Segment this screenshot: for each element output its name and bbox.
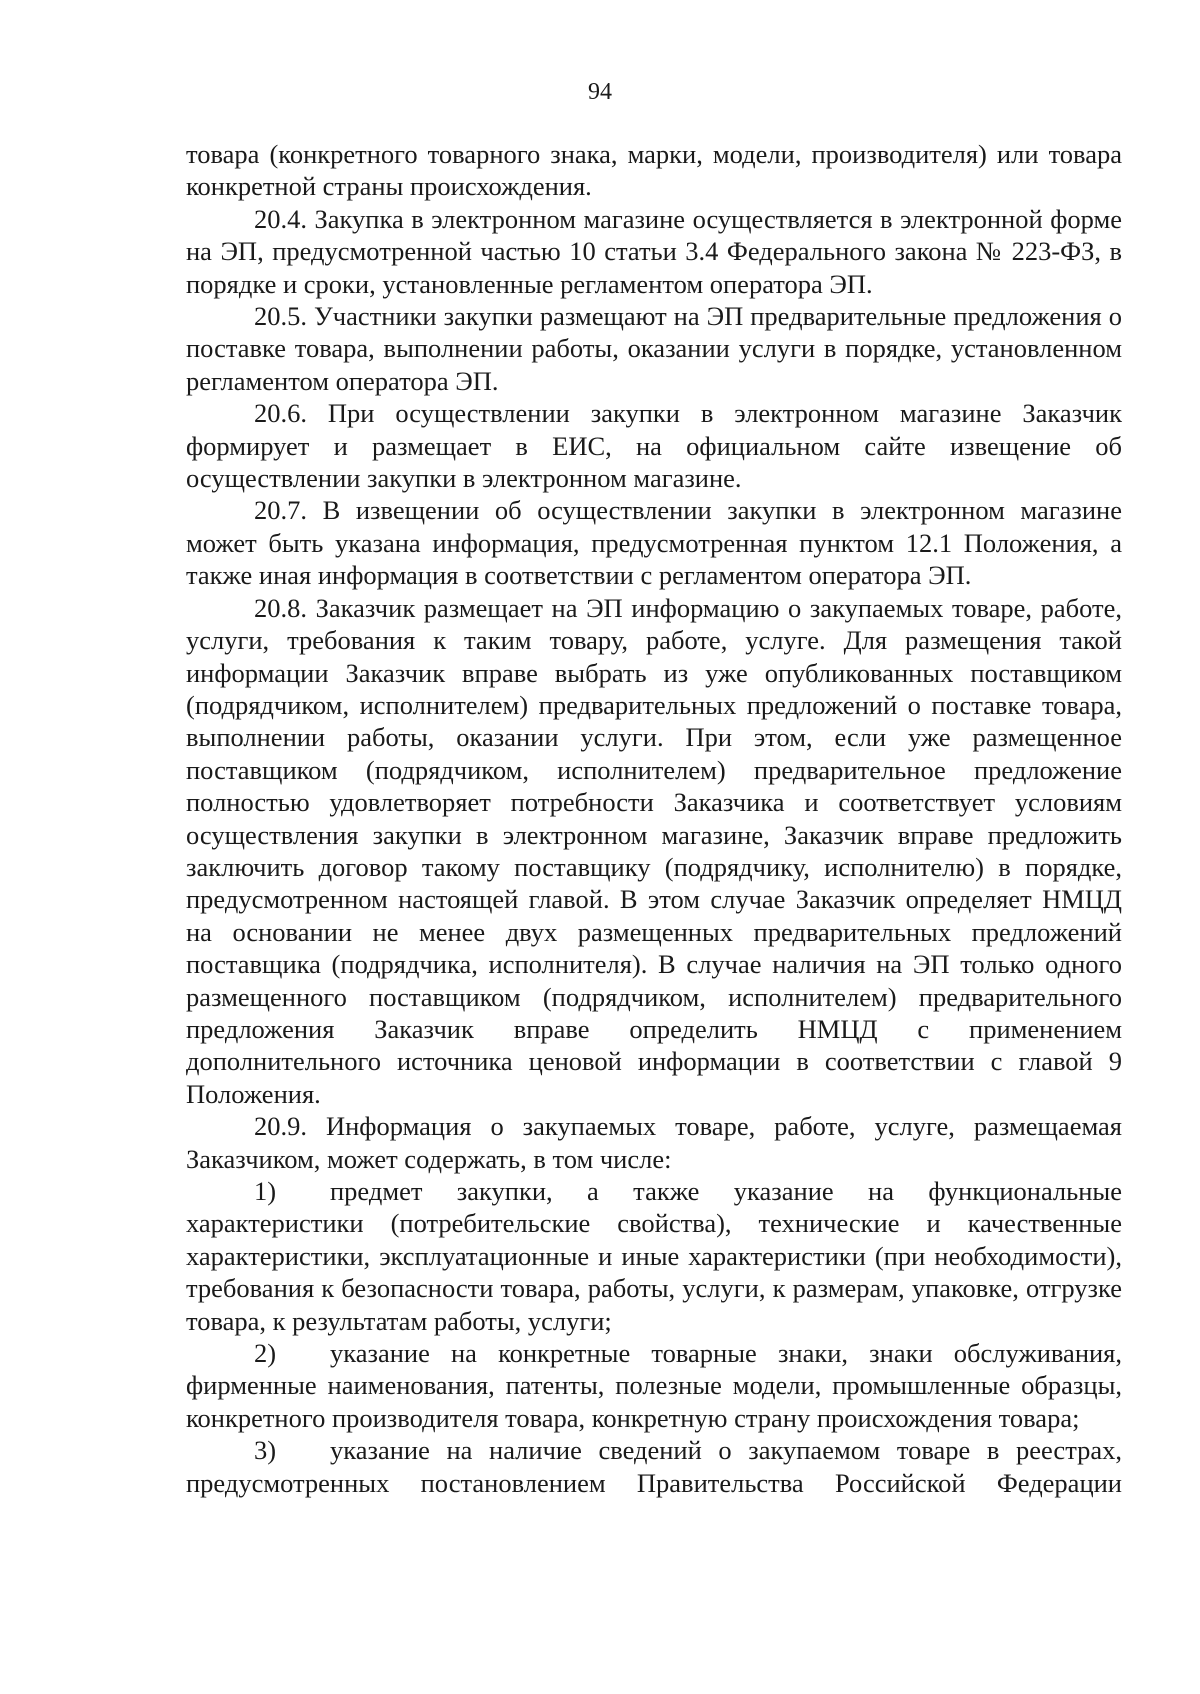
paragraph-20-7: 20.7. В извещении об осуществлении закупки в электронном магазине может быть указана информация, предусмотренная пунктом 12.1 Положения, а также иная информация в соответствии с регламентом оператора ЭП. bbox=[186, 495, 1122, 591]
list-item-number: 1) bbox=[254, 1176, 277, 1206]
list-item-text: предмет закупки, а также указание на функциональные характеристики (потребительские свойства), технические и качественные характеристики, эксплуатационные и иные характеристики (при необходимости), требования к безопасности товара, работы, услуги, к размерам, упаковке, отгрузке товара, к результатам работы, услуги; bbox=[186, 1176, 1122, 1336]
paragraph-20-6: 20.6. При осуществлении закупки в электронном магазине Заказчик формирует и размещает в ЕИС, на официальном сайте извещение об осуществлении закупки в электронном магазине. bbox=[186, 398, 1122, 494]
list-item-number: 3) bbox=[254, 1435, 277, 1466]
paragraph-20-8: 20.8. Заказчик размещает на ЭП информацию о закупаемых товаре, работе, услуги, требования к таким товару, работе, услуге. Для размещения такой информации Заказчик вправе выбрать из уже опубликованных поставщиком (подрядчиком, исполнителем) предварительных предложений о поставке товара, выполнении работы, оказании услуги. При этом, если уже размещенное поставщиком (подрядчиком, исполнителем) предварительное предложение полностью удовлетворяет потребности Заказчика и соответствует условиям осуществления закупки в электронном магазине, Заказчик вправе предложить заключить договор такому поставщику (подрядчику, исполнителю) в порядке, предусмотренном настоящей главой. В этом случае Заказчик определяет НМЦД на основании не менее двух размещенных предварительных предложений поставщика (подрядчика, исполнителя). В случае наличия на ЭП только одного размещенного поставщиком (подрядчиком, исполнителем) предварительного предложения Заказчик вправе определить НМЦД с применением дополнительного источника ценовой информации в соответствии с главой 9 Положения. bbox=[186, 592, 1122, 1109]
list-item-number: 2) bbox=[254, 1338, 277, 1369]
list-item bbox=[186, 1337, 1122, 1434]
paragraph-20-9: 20.9. Информация о закупаемых товаре, работе, услуге, размещаемая Заказчиком, может содержать, в том числе: bbox=[186, 1111, 1122, 1174]
list-item bbox=[186, 1434, 1122, 1499]
paragraph-20-5: 20.5. Участники закупки размещают на ЭП предварительные предложения о поставке товара, выполнении работы, оказании услуги в порядке, установленном регламентом оператора ЭП. bbox=[186, 301, 1122, 396]
list-item-text: указание на наличие сведений о закупаемом товаре в реестрах, предусмотренных постановлением Правительства Российской Федерации bbox=[186, 1435, 1122, 1498]
paragraph-continuation: товара (конкретного товарного знака, марки, модели, производителя) или товара конкретной страны происхождения. bbox=[186, 139, 1122, 202]
page-number: 94 bbox=[588, 79, 612, 105]
document-body bbox=[186, 138, 1122, 1499]
list-item-text: указание на конкретные товарные знаки, знаки обслуживания, фирменные наименования, патенты, полезные модели, промышленные образцы, конкретного производителя товара, конкретную страну происхождения товара; bbox=[186, 1338, 1122, 1433]
paragraph-20-4: 20.4. Закупка в электронном магазине осуществляется в электронной форме на ЭП, предусмотренной частью 10 статьи 3.4 Федерального закона № 223-ФЗ, в порядке и сроки, установленные регламентом оператора ЭП. bbox=[186, 203, 1122, 299]
list-item bbox=[186, 1175, 1122, 1337]
